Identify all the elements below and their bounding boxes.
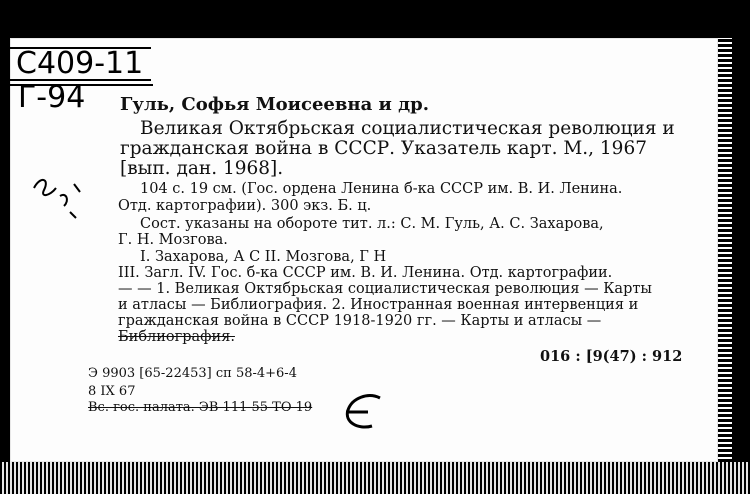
tracing-line: и атласы — Библиография. 2. Иностранная военная интервенция и: [118, 297, 639, 313]
print-record-line: 8 IX 67: [88, 384, 136, 399]
tracing-line: I. Захарова, А С II. Мозгова, Г Н: [140, 249, 387, 265]
stamp-mark-icon: [338, 392, 388, 432]
tracing-line: гражданская война в СССР 1918-1920 гг. — Карты и атласы —: [118, 313, 602, 329]
author-heading: Гуль, Софья Моисеевна и др.: [120, 94, 429, 115]
print-record-line: Вс. гос. палата. ЭВ 111 55 ТО 19: [88, 400, 313, 415]
note-line: Г. Н. Мозгова.: [118, 232, 228, 248]
collation-line: Отд. картографии). 300 экз. Б. ц.: [118, 198, 372, 214]
print-record-line: Э 9903 [65-22453] сп 58-4+6-4: [88, 366, 297, 381]
handwritten-mark-icon: [30, 168, 90, 223]
collation-line: 104 с. 19 см. (Гос. ордена Ленина б-ка СССР им. В. И. Ленина.: [140, 181, 623, 197]
tracing-line: III. Загл. IV. Гос. б-ка СССР им. В. И. Ленина. Отд. картографии.: [118, 265, 613, 281]
card-edge-noise: [718, 38, 732, 462]
tracing-line: — — 1. Великая Октябрьская социалистическая революция — Карты: [118, 281, 652, 297]
scan-bottom-noise: [0, 462, 750, 494]
udc-index: 016 : [9(47) : 912: [540, 348, 683, 365]
title-line: гражданская война в СССР. Указатель карт. М., 1967: [120, 138, 647, 159]
call-number-line-2: Г-94: [18, 80, 86, 115]
call-number-line-1: С409-11: [8, 47, 151, 81]
title-line: [вып. дан. 1968].: [120, 158, 284, 179]
note-line: Сост. указаны на обороте тит. л.: С. М. Гуль, А. С. Захарова,: [140, 216, 604, 232]
tracing-line: Библиография.: [118, 329, 235, 345]
title-line: Великая Октябрьская социалистическая революция и: [140, 118, 675, 139]
